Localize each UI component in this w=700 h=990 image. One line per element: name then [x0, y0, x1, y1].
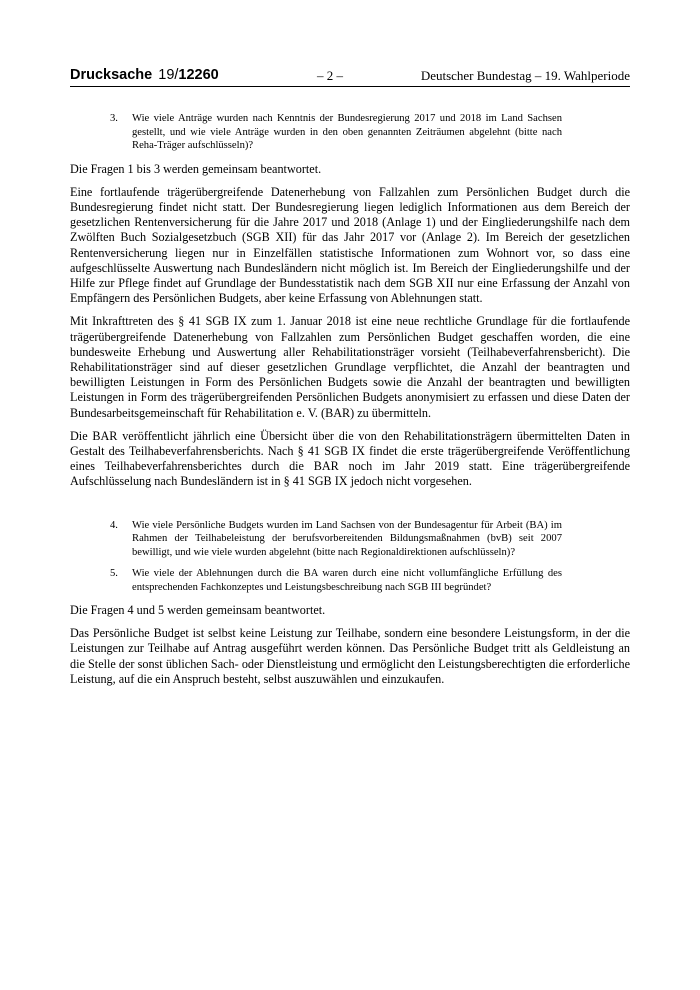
question-text: Wie viele Anträge wurden nach Kenntnis der Bundesregierung 2017 und 2018 im Land Sachsen gestellt, und wie viele Anträge wurden in den oben genannten Zeiträumen abgelehnt (bitte nach Reha-Träger aufschlüsseln)?	[132, 113, 562, 151]
question-number: 5.	[110, 568, 118, 580]
question-4	[110, 519, 562, 560]
question-number: 4.	[110, 519, 118, 531]
document-number	[70, 66, 219, 84]
question-text: Wie viele Persönliche Budgets wurden im Land Sachsen von der Bundesagentur für Arbeit (BA) im Rahmen der Teilhabeleistung der berufsvorbereitenden Bildungsmaßnahmen (bvB) seit 2007 bewilligt, und wie viele wurden abgelehnt (bitte nach Regionaldirektionen aufschlüsseln)?	[132, 519, 562, 558]
answer-paragraph: Eine fortlaufende trägerübergreifende Datenerhebung von Fallzahlen zum Persönlichen Budget durch die Bundesregierung findet nicht statt. Der Bundesregierung liegen lediglich Informationen aus dem Bereich der gesetzlichen Rentenversicherung für die Jahre 2017 und 2018 (Anlage 1) und der Eingliederungshilfe nach dem Zwölften Buch Sozialgesetzbuch (SGB XII) für das Jahr 2017 vor (Anlage 2). Im Bereich der gesetzlichen Rentenversicherung liegen nur in Einzelfällen statistische Informationen zum Wohnort vor, so dass eine aufgeschlüsselte Auswertung nach Bundesländern nicht möglich ist. Im Bereich der Eingliederungshilfe und der Hilfe zur Pflege findet auf Grundlage der Bundesstatistik nach dem SGB XII nur eine Erfassung der Anzahl von Empfängern des Persönlichen Budgets, aber keine Erfassung von Ablehnungen statt.	[70, 184, 630, 306]
answer-paragraph: Die BAR veröffentlicht jährlich eine Übersicht über die von den Rehabilitationsträgern übermittelten Daten in Gestalt des Teilhabeverfahrensberichts. Nach § 41 SGB IX findet die erste trägerübergreifende Veröffentlichung eines Teilhabeverfahrensberichtes durch die BAR noch im Jahr 2019 statt. Eine trägerübergreifende Aufschlüsselung nach Bundesländern ist in § 41 SGB IX jedoch nicht vorgesehen.	[70, 428, 630, 489]
publisher: Deutscher Bundestag – 19. Wahlperiode	[420, 68, 630, 83]
question-text: Wie viele der Ablehnungen durch die BA waren durch eine nicht vollumfängliche Erfüllung des entsprechenden Fachkonzeptes und Leistungsbeschreibung nach SGB III begründet?	[132, 568, 562, 593]
page-header	[70, 66, 630, 87]
doc-prefix: Drucksache	[70, 67, 153, 83]
doc-number-bold: 12260	[178, 67, 219, 83]
doc-number-light: 19/	[158, 67, 179, 83]
answer-intro-1-3: Die Fragen 1 bis 3 werden gemeinsam beantwortet.	[70, 161, 322, 176]
answer-paragraph: Das Persönliche Budget ist selbst keine Leistung zur Teilhabe, sondern eine besondere Leistungsform, in der die Leistungen zur Teilhabe auf Antrag ausgeführt werden können. Das Persönliche Budget tritt als Geldleistung an die Stelle der sonst üblichen Sach- oder Dienstleistung und ermöglicht den Leistungsberechtigten die erforderliche Leistung, auf die ein Anspruch besteht, selbst auszuwählen und einzukaufen.	[70, 626, 630, 686]
answer-intro-4-5: Die Fragen 4 und 5 werden gemeinsam beantwortet.	[70, 603, 326, 618]
question-3	[110, 112, 562, 153]
question-5	[110, 567, 562, 594]
answer-paragraph: Mit Inkrafttreten des § 41 SGB IX zum 1. Januar 2018 ist eine neue rechtliche Grundlage für die fortlaufende trägerübergreifende Datenerhebung von Fallzahlen zum Persönlichen Budget geschaffen worden, die eine bundesweite Erhebung und Auswertung aller Rehabilitationsträger vorsieht (Teilhabeverfahrensbericht). Die Rehabilitationsträger sind auf dieser gesetzlichen Grundlage verpflichtet, die Anzahl der beantragten und bewilligten Leistungen in Form des Persönlichen Budgets sowie die Anzahl der beantragten und bewilligten Leistungen in Form des trägerübergreifenden Persönlichen Budgets anonymisiert zu erfassen und diese Daten der Bundesarbeitsgemeinschaft für Rehabilitation e. V. (BAR) zu übermitteln.	[70, 314, 630, 420]
page-content	[70, 112, 630, 687]
page-number: – 2 –	[317, 68, 343, 83]
question-number: 3.	[110, 113, 118, 124]
